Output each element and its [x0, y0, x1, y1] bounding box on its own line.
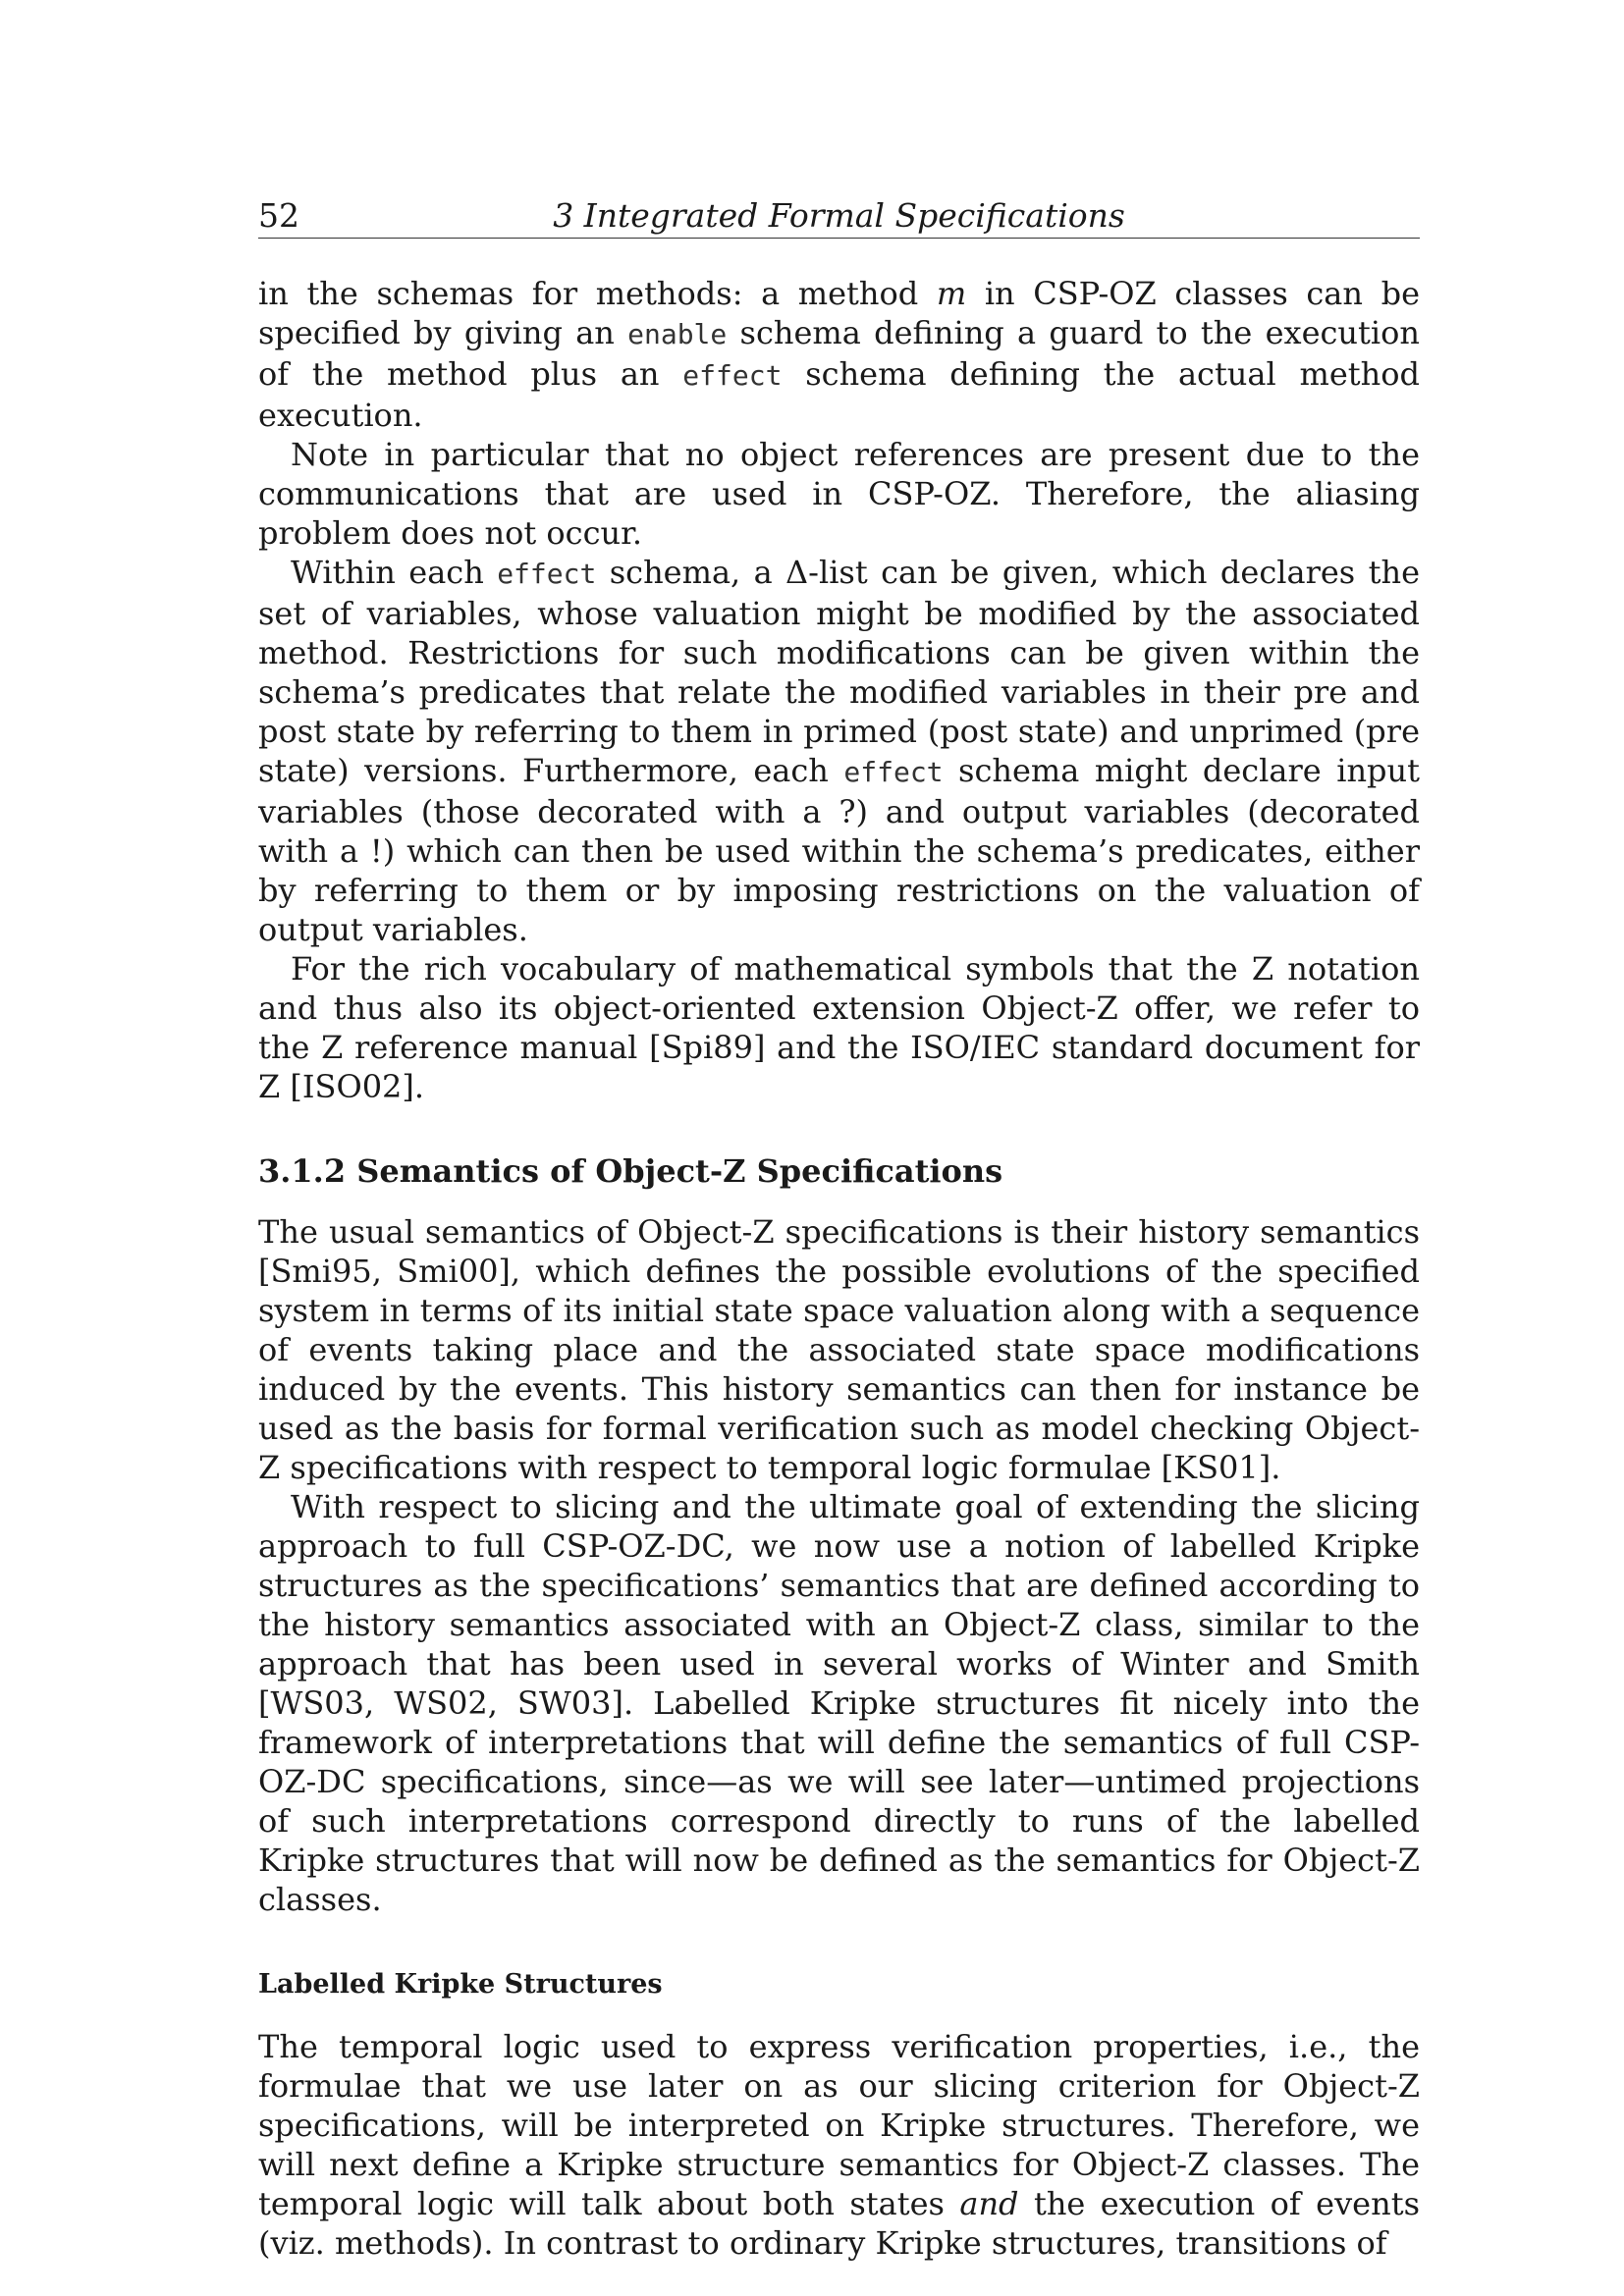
paragraph-vocabulary: For the rich vocabulary of mathematical symbols that the Z notation and thus also its object-oriented extension Object-Z offer, we refer to the Z reference manual [Spi89] and the ISO/IEC standard document for Z [ISO02]. [258, 950, 1420, 1105]
paragraph-methods: in the schemas for methods: a method m in CSP-OZ classes can be specified by giving an enable schema defining a guard to the execution of the method plus an effect schema defining the actual method execution. [258, 275, 1421, 434]
running-head [258, 192, 1420, 239]
chapter-title: 3 Integrated Formal Specifications [553, 196, 1125, 235]
section-heading: 3.1.2 Semantics of Object-Z Specifications [258, 1152, 1003, 1190]
paragraph-kripke-intro: With respect to slicing and the ultimate goal of extending the slicing approach to full CSP-OZ-DC, we now use a notion of labelled Kripke structures as the specifications’ semantics that are defined according to the history semantics associated with an Object-Z class, similar to the approach that has been used in several works of Winter and Smith [WS03, WS02, SW03]. Labelled Kripke structures fit nicely into the framework of interpretations that will define the semantics of full CSP-OZ-DC specifications, since—as we will see later—untimed projections of such interpretations correspond directly to runs of the labelled Kripke structures that will now be defined as the semantics for Object-Z classes. [258, 1488, 1420, 1918]
paragraph-aliasing: Note in particular that no object references are present due to the communications that are used in CSP-OZ. Therefore, the aliasing problem does not occur. [258, 436, 1420, 552]
emphasis-and: and [959, 2185, 1019, 2222]
paragraph-history-semantics: The usual semantics of Object-Z specifications is their history semantics [Smi95, Smi00], which defines the possible evolutions of the specified system in terms of its initial state space valuation along with a sequence of events taking place and the associated state space modifications induced by the events. This history semantics can then for instance be used as the basis for formal verification such as model checking Object-Z specifications with respect to temporal logic formulae [KS01]. [258, 1213, 1420, 1486]
page [258, 192, 1420, 2263]
paragraph-temporal-logic: The temporal logic used to express verification properties, i.e., the formulae that we use later on as our slicing criterion for Object-Z specifications, will be interpreted on Kripke structures. Therefore, we will next define a Kripke structure semantics for Object-Z classes. The temporal logic will talk about both states and the execution of events (viz. methods). In contrast to ordinary Kripke structures, transitions of [258, 2028, 1421, 2262]
body-text [258, 274, 1420, 2263]
subsection-heading: Labelled Kripke Structures [258, 1969, 663, 2000]
page-number: 52 [258, 196, 299, 235]
code-effect: effect [843, 756, 944, 788]
code-effect: effect [682, 359, 783, 392]
code-effect: effect [497, 558, 597, 590]
code-enable: enable [627, 318, 728, 350]
paragraph-delta-list: Within each effect schema, a Δ-list can be given, which declares the set of variables, whose valuation might be modified by the associated method. Restrictions for such modifications can be given within the schema’s predicates that relate the modified variables in their pre and post state by referring to them in primed (post state) and unprimed (pre state) versions. Furthermore, each effect schema might declare input variables (those decorated with a ?) and output variables (decorated with a !) which can then be used within the schema’s predicates, either by referring to them or by imposing restrictions on the valuation of output variables. [258, 554, 1421, 948]
method-variable: m [936, 275, 967, 312]
